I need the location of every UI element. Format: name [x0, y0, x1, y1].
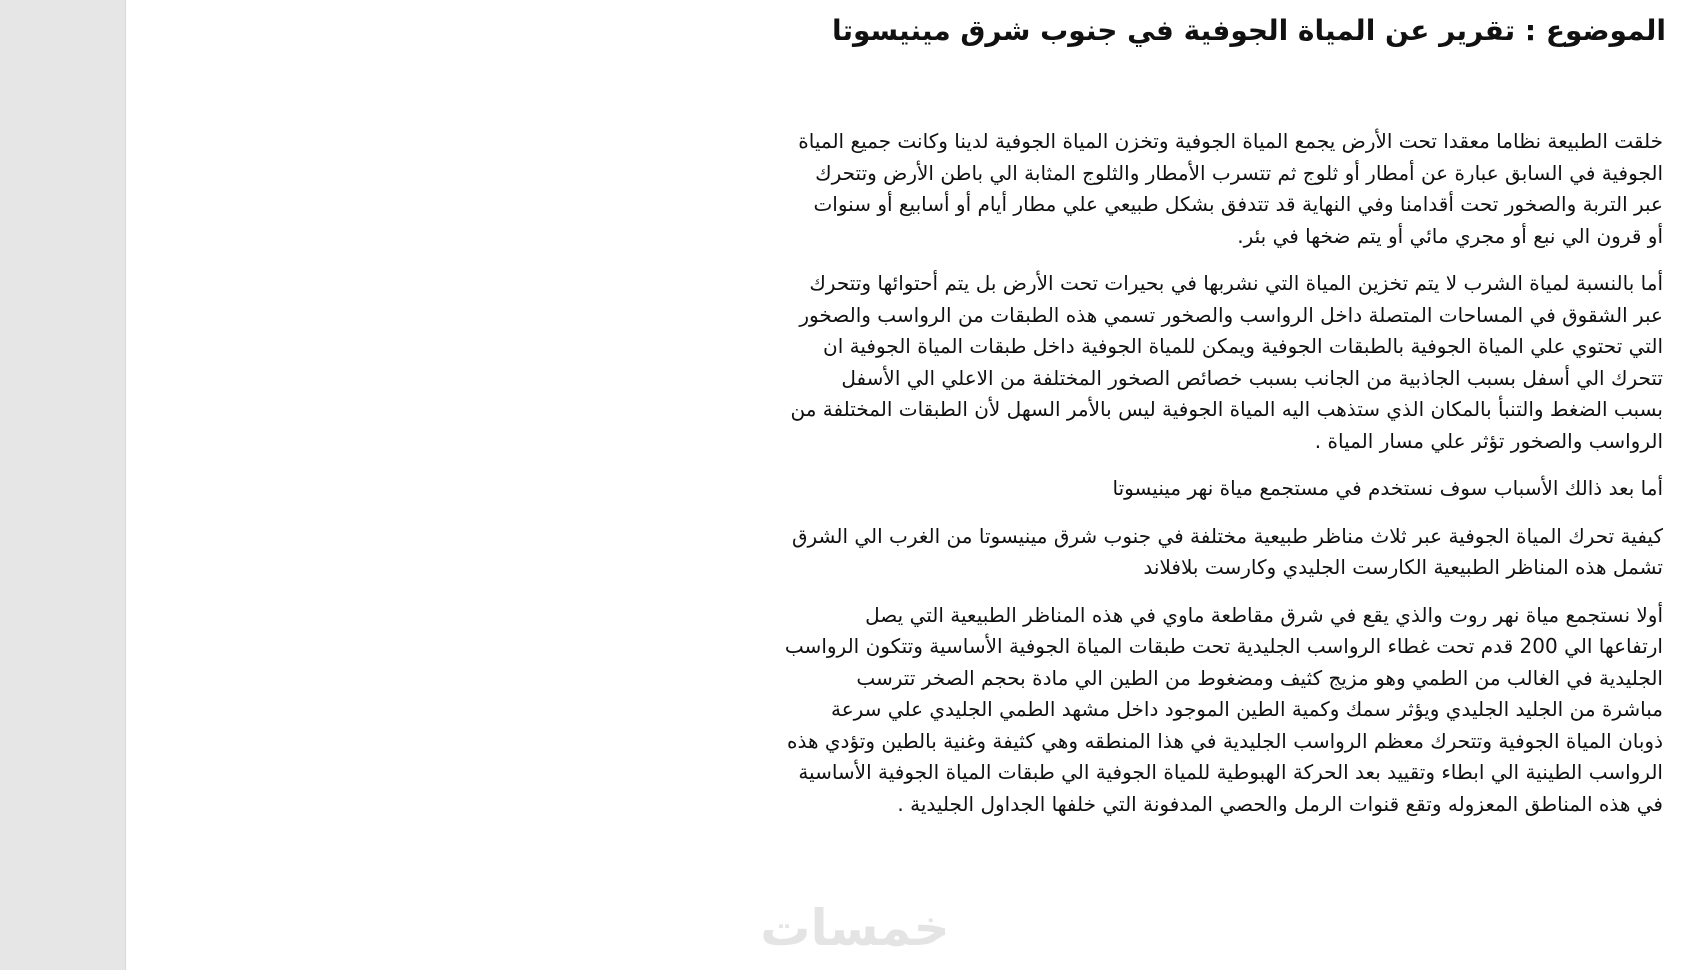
text-line: أما بالنسبة لمياة الشرب لا يتم تخزين المياة التي نشربها في بحيرات تحت الأرض بل يتم أحتوائها وتتحرك	[809, 271, 1663, 295]
paragraph-3	[323, 473, 1663, 505]
text-line: ذوبان المياة الجوفية وتتحرك معظم الرواسب الجليدية في هذا المنطقه وهي كثيفة وغنية بالطين وتؤدي هذه	[787, 728, 1663, 753]
text-line: خلقت الطبيعة نظاما معقدا تحت الأرض يجمع المياة الجوفية وتخزن المياة الجوفية لدينا وكانت جميع المياة	[798, 129, 1663, 153]
text-line: كيفية تحرك المياة الجوفية عبر ثلاث مناظر طبيعية مختلفة في جنوب شرق مينيسوتا من الغرب الي الشرق	[791, 523, 1663, 548]
paragraph-2	[323, 268, 1663, 457]
text-line: أو قرون الي نبع أو مجري مائي أو يتم ضخها في بئر.	[1237, 223, 1663, 248]
text-line: مباشرة من الجليد الجليدي ويؤثر سمك وكمية الطين الموجود داخل مشهد الطمي الجليدي علي سرعة	[830, 697, 1663, 721]
paragraph-1	[323, 126, 1663, 252]
document-body	[323, 126, 1663, 836]
text-line: تتحرك الي أسفل بسبب الجاذبية من الجانب بسبب خصائص الصخور المختلفة من الاعلي الي الأسفل	[841, 365, 1663, 390]
document-page	[125, 0, 1700, 970]
text-line: تشمل هذه المناظر الطبيعية الكارست الجليدي وكارست بلافلاند	[1143, 555, 1663, 579]
text-line: الرواسب الطينية الي ابطاء وتقييد بعد الحركة الهبوطية للمياة الجوفية الي طبقات المياة الجوفية الأساسية	[798, 760, 1663, 784]
text-line: الرواسب والصخور تؤثر علي مسار المياة .	[1314, 428, 1663, 453]
text-line: أما بعد ذالك الأسباب سوف نستخدم في مستجمع مياة نهر مينيسوتا	[1112, 476, 1663, 500]
text-line: ارتفاعها الي 200 قدم تحت غطاء الرواسب الجليدية تحت طبقات المياة الجوفية الأساسية وتتكون الرواسب	[784, 634, 1663, 658]
text-line: عبر التربة والصخور تحت أقدامنا وفي النهاية قد تتدفق بشكل طبيعي علي مطار أيام أو أسابيع أو سنوات	[813, 192, 1663, 216]
text-line: في هذه المناطق المعزوله وتقع قنوات الرمل والحصي المدفونة التي خلفها الجداول الجليدية .	[897, 791, 1663, 816]
paragraph-4	[323, 521, 1663, 584]
document-title: الموضوع : تقرير عن المياة الجوفية في جنوب شرق مينيسوتا	[831, 14, 1666, 47]
text-line: بسبب الضغط والتنبأ بالمكان الذي ستذهب اليه المياة الجوفية ليس بالأمر السهل لأن الطبقات المختلفة من	[790, 397, 1663, 421]
paragraph-5	[323, 600, 1663, 821]
khamsat-watermark: خمسات	[760, 899, 950, 957]
text-line: عبر الشقوق في المساحات المتصلة داخل الرواسب والصخور تسمي هذه الطبقات من الرواسب والصخور	[799, 302, 1663, 327]
text-line: التي تحتوي علي المياة الجوفية بالطبقات الجوفية ويمكن للمياة الجوفية داخل طبقات المياة الجوفية ان	[823, 334, 1663, 358]
text-line: الجليدية في الغالب من الطمي وهو مزيج كثيف ومضغوط من الطين الي مادة بحجم الصخر تترسب	[856, 665, 1663, 690]
text-line: أولا نستجمع مياة نهر روت والذي يقع في شرق مقاطعة ماوي في هذه المناظر الطبيعية التي يصل	[865, 602, 1663, 627]
text-line: الجوفية في السابق عبارة عن أمطار أو ثلوج ثم تتسرب الأمطار والثلوج المثابة الي باطن الأرض وتتحرك	[815, 160, 1663, 185]
